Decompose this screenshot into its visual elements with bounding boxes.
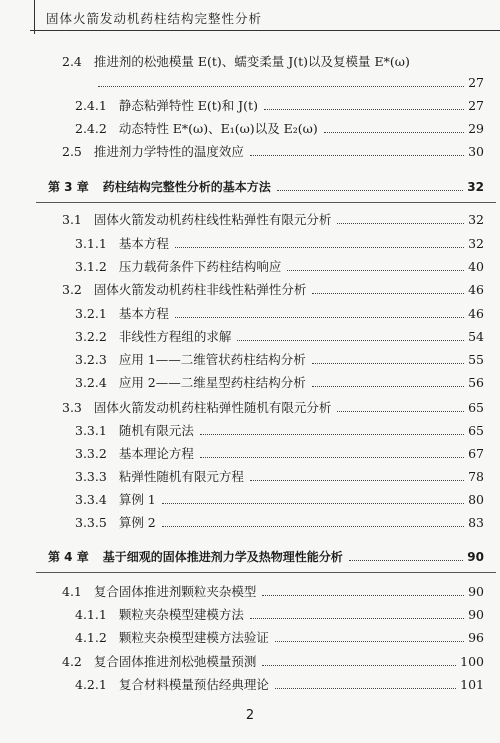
page-ref: 30 <box>468 144 484 159</box>
page-ref: 90 <box>468 607 484 622</box>
chapter-title: 药柱结构完整性分析的基本方法 <box>102 180 271 194</box>
toc-entry-2-5 <box>62 145 484 159</box>
toc-entry-3-2-2 <box>75 330 484 344</box>
dot-leader <box>237 340 464 341</box>
toc-entry-3-2-1 <box>75 307 484 321</box>
toc-entry-3-3-3 <box>75 470 484 484</box>
section-number: 3.1.2 <box>75 259 107 274</box>
dot-leader <box>98 86 464 87</box>
section-title: 静态粘弹特性 E(t)和 J(t) <box>118 98 258 113</box>
toc-entry-3-2-3 <box>75 353 484 367</box>
section-title: 复合材料模量预估经典理论 <box>118 677 269 692</box>
section-number: 4.2 <box>62 654 82 669</box>
chapter-number: 第 3 章 <box>48 180 89 194</box>
page-ref: 67 <box>468 446 484 461</box>
page-ref: 80 <box>468 492 484 507</box>
page-ref: 55 <box>468 352 484 367</box>
section-title: 复合固体推进剂颗粒夹杂模型 <box>93 584 257 599</box>
toc-entry-3-1-1 <box>75 237 484 251</box>
section-number: 3.2.1 <box>75 306 107 321</box>
toc-entry-3-2 <box>62 283 484 297</box>
chapter-number: 第 4 章 <box>48 550 89 564</box>
section-number: 3.3.5 <box>75 515 107 530</box>
toc-entry-3-3-2 <box>75 447 484 461</box>
section-title: 固体火箭发动机药柱非线性粘弹性分析 <box>93 282 307 297</box>
page-ref: 101 <box>460 677 484 692</box>
dot-leader <box>349 560 464 561</box>
dot-leader <box>264 109 464 110</box>
page-ref: 29 <box>468 121 484 136</box>
toc-entry-4-2 <box>62 655 484 669</box>
section-number: 3.3.1 <box>75 423 107 438</box>
dot-leader <box>275 688 456 689</box>
dot-leader <box>162 526 464 527</box>
book-title: 固体火箭发动机药柱结构完整性分析 <box>46 11 263 26</box>
section-title: 应用 2——二维星型药柱结构分析 <box>118 375 306 390</box>
page-ref: 46 <box>468 306 484 321</box>
dot-leader <box>162 503 464 504</box>
section-title: 基本理论方程 <box>118 446 194 461</box>
page-ref: 27 <box>468 98 484 113</box>
section-number: 2.4.1 <box>75 98 107 113</box>
section-title: 推进剂力学特性的温度效应 <box>93 144 244 159</box>
toc-entry-2-4 <box>62 55 482 69</box>
dot-leader <box>262 595 464 596</box>
section-title: 颗粒夹杂模型建模方法 <box>118 607 244 622</box>
page-ref: 65 <box>468 400 484 415</box>
page-ref: 78 <box>468 469 484 484</box>
dot-leader <box>275 641 464 642</box>
chapter-separator <box>36 572 496 573</box>
section-number: 2.4.2 <box>75 121 107 136</box>
dot-leader <box>200 434 464 435</box>
dot-leader <box>200 457 464 458</box>
dot-leader <box>312 363 464 364</box>
section-number: 3.3.4 <box>75 492 107 507</box>
section-title: 随机有限元法 <box>118 423 194 438</box>
running-header <box>0 0 500 34</box>
dot-leader <box>250 618 464 619</box>
dot-leader <box>312 293 464 294</box>
section-number: 3.1.1 <box>75 236 107 251</box>
section-title: 应用 1——二维管状药柱结构分析 <box>118 352 306 367</box>
toc-chapter-3 <box>48 180 484 194</box>
toc-entry-4-1 <box>62 585 484 599</box>
section-title: 颗粒夹杂模型建模方法验证 <box>118 630 269 645</box>
section-number: 3.2.4 <box>75 375 107 390</box>
section-title: 压力载荷条件下药柱结构响应 <box>118 259 282 274</box>
section-number: 2.4 <box>62 54 82 69</box>
toc-entry-3-3-5 <box>75 516 484 530</box>
dot-leader <box>312 386 464 387</box>
page-ref: 32 <box>468 212 484 227</box>
toc-entry-3-2-4 <box>75 376 484 390</box>
section-number: 3.2.2 <box>75 329 107 344</box>
toc-entry-3-3 <box>62 401 484 415</box>
section-number: 3.3.3 <box>75 469 107 484</box>
toc-chapter-4 <box>48 550 484 564</box>
section-number: 3.2.3 <box>75 352 107 367</box>
dot-leader <box>175 317 464 318</box>
section-number: 4.1.2 <box>75 630 107 645</box>
section-title: 基本方程 <box>118 236 169 251</box>
section-number: 4.1.1 <box>75 607 107 622</box>
section-title: 动态特性 E*(ω)、E₁(ω)以及 E₂(ω) <box>118 121 318 136</box>
page-ref: 56 <box>468 375 484 390</box>
page-ref: 100 <box>460 654 484 669</box>
section-number: 4.2.1 <box>75 677 107 692</box>
section-title: 复合固体推进剂松弛模量预测 <box>93 654 257 669</box>
section-number: 3.3 <box>62 400 82 415</box>
page-ref: 90 <box>468 584 484 599</box>
dot-leader <box>337 411 464 412</box>
page-ref: 54 <box>468 329 484 344</box>
section-title: 推进剂的松弛模量 E(t)、蠕变柔量 J(t)以及复模量 E*(ω) <box>93 54 410 69</box>
dot-leader <box>277 190 464 191</box>
section-number: 3.2 <box>62 282 82 297</box>
header-divider <box>34 0 35 34</box>
chapter-separator <box>36 202 496 203</box>
toc-entry-3-3-1 <box>75 424 484 438</box>
section-title: 粘弹性随机有限元方程 <box>118 469 244 484</box>
page-ref: 96 <box>468 630 484 645</box>
page-ref: 32 <box>467 180 484 194</box>
dot-leader <box>324 132 464 133</box>
page-ref: 83 <box>468 515 484 530</box>
toc-entry-4-1-1 <box>75 608 484 622</box>
toc-entry-2-4-1 <box>75 99 484 113</box>
section-number: 4.1 <box>62 584 82 599</box>
section-title: 固体火箭发动机药柱粘弹性随机有限元分析 <box>93 400 332 415</box>
dot-leader <box>337 223 464 224</box>
toc-entry-3-3-4 <box>75 493 484 507</box>
dot-leader <box>175 247 464 248</box>
section-number: 2.5 <box>62 144 82 159</box>
section-title: 算例 1 <box>118 492 156 507</box>
section-title: 非线性方程组的求解 <box>118 329 232 344</box>
dot-leader <box>250 480 464 481</box>
page-number: 2 <box>245 708 255 723</box>
dot-leader <box>287 270 464 271</box>
toc-entry-2-4-2 <box>75 122 484 136</box>
section-title: 基本方程 <box>118 306 169 321</box>
page-ref: 27 <box>468 75 484 90</box>
dot-leader <box>250 155 464 156</box>
toc-entry-3-1 <box>62 213 484 227</box>
section-title: 算例 2 <box>118 515 156 530</box>
toc-entry-4-2-1 <box>75 678 484 692</box>
page-ref: 40 <box>468 259 484 274</box>
page-ref: 90 <box>467 550 484 564</box>
toc-entry-4-1-2 <box>75 631 484 645</box>
dot-leader <box>262 665 456 666</box>
toc-entry-2-4-cont <box>92 76 484 90</box>
page-ref: 46 <box>468 282 484 297</box>
section-number: 3.3.2 <box>75 446 107 461</box>
page-ref: 65 <box>468 423 484 438</box>
section-number: 3.1 <box>62 212 82 227</box>
chapter-title: 基于细观的固体推进剂力学及热物理性能分析 <box>102 550 343 564</box>
page-ref: 32 <box>468 236 484 251</box>
toc-entry-3-1-2 <box>75 260 484 274</box>
section-title: 固体火箭发动机药柱线性粘弹性有限元分析 <box>93 212 332 227</box>
